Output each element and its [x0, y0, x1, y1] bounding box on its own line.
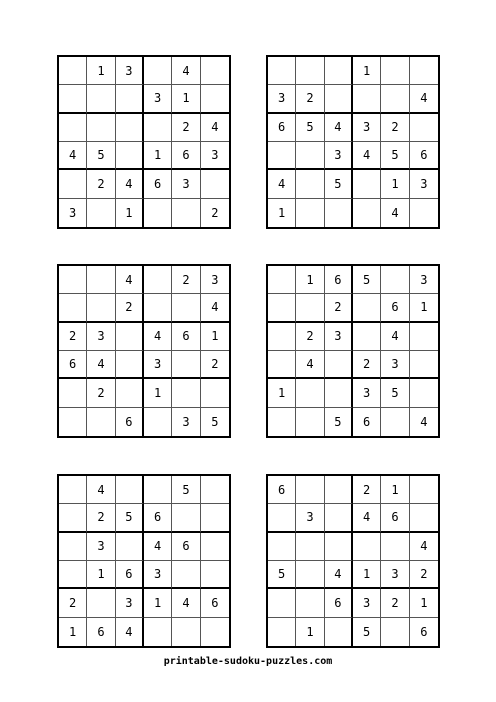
sudoku-cell-r6-c1[interactable]: 1	[59, 618, 87, 646]
sudoku-cell-r1-c2[interactable]: 4	[87, 476, 115, 504]
sudoku-cell-r4-c6[interactable]	[410, 351, 438, 379]
sudoku-cell-r6-c3[interactable]: 1	[116, 199, 144, 227]
sudoku-cell-r5-c2[interactable]	[87, 589, 115, 617]
sudoku-cell-r6-c2[interactable]	[296, 408, 324, 436]
sudoku-cell-r4-c3[interactable]	[116, 142, 144, 170]
sudoku-cell-r2-c6[interactable]	[201, 504, 229, 532]
sudoku-cell-r3-c2[interactable]	[296, 533, 324, 561]
sudoku-cell-r4-c2[interactable]: 5	[87, 142, 115, 170]
sudoku-cell-r1-c2[interactable]: 1	[87, 57, 115, 85]
sudoku-cell-r2-c2[interactable]: 2	[87, 504, 115, 532]
sudoku-cell-r5-c6[interactable]	[201, 170, 229, 198]
sudoku-cell-r1-c6[interactable]	[410, 57, 438, 85]
sudoku-cell-r1-c6[interactable]: 3	[410, 266, 438, 294]
sudoku-cell-r1-c1[interactable]	[268, 266, 296, 294]
sudoku-cell-r6-c5[interactable]	[172, 618, 200, 646]
sudoku-cell-r3-c2[interactable]: 2	[296, 323, 324, 351]
sudoku-cell-r5-c3[interactable]: 5	[325, 170, 353, 198]
sudoku-cell-r1-c2[interactable]: 1	[296, 266, 324, 294]
sudoku-cell-r1-c4[interactable]	[144, 476, 172, 504]
sudoku-cell-r4-c1[interactable]: 4	[59, 142, 87, 170]
sudoku-cell-r4-c5[interactable]: 5	[381, 142, 409, 170]
sudoku-cell-r2-c6[interactable]	[201, 85, 229, 113]
sudoku-cell-r3-c6[interactable]	[410, 114, 438, 142]
sudoku-cell-r1-c5[interactable]	[381, 266, 409, 294]
sudoku-cell-r1-c3[interactable]	[116, 476, 144, 504]
sudoku-cell-r2-c2[interactable]: 3	[296, 504, 324, 532]
sudoku-cell-r1-c5[interactable]: 5	[172, 476, 200, 504]
sudoku-cell-r3-c5[interactable]: 2	[172, 114, 200, 142]
sudoku-cell-r2-c1[interactable]	[268, 504, 296, 532]
sudoku-cell-r2-c5[interactable]: 1	[172, 85, 200, 113]
sudoku-cell-r4-c4[interactable]: 1	[144, 142, 172, 170]
sudoku-cell-r4-c3[interactable]: 3	[325, 142, 353, 170]
sudoku-cell-r2-c3[interactable]	[325, 504, 353, 532]
sudoku-cell-r5-c5[interactable]: 2	[381, 589, 409, 617]
sudoku-cell-r1-c1[interactable]: 6	[268, 476, 296, 504]
sudoku-cell-r3-c4[interactable]: 4	[144, 323, 172, 351]
sudoku-cell-r2-c4[interactable]	[353, 85, 381, 113]
sudoku-cell-r5-c2[interactable]	[296, 170, 324, 198]
sudoku-cell-r3-c2[interactable]	[87, 114, 115, 142]
sudoku-cell-r3-c5[interactable]	[381, 533, 409, 561]
sudoku-cell-r6-c1[interactable]: 1	[268, 199, 296, 227]
sudoku-cell-r5-c6[interactable]: 6	[201, 589, 229, 617]
sudoku-cell-r4-c3[interactable]	[116, 351, 144, 379]
sudoku-cell-r4-c2[interactable]: 4	[296, 351, 324, 379]
sudoku-cell-r4-c3[interactable]	[325, 351, 353, 379]
sudoku-cell-r5-c3[interactable]: 4	[116, 170, 144, 198]
sudoku-grid-2	[266, 55, 440, 229]
sudoku-cell-r5-c2[interactable]: 2	[87, 170, 115, 198]
sudoku-cell-r6-c4[interactable]	[144, 618, 172, 646]
sudoku-cell-r6-c2[interactable]: 1	[296, 618, 324, 646]
sudoku-cell-r3-c5[interactable]: 2	[381, 114, 409, 142]
sudoku-cell-r6-c5[interactable]: 3	[172, 408, 200, 436]
sudoku-cell-r1-c4[interactable]: 2	[353, 476, 381, 504]
sudoku-cell-r1-c5[interactable]	[381, 57, 409, 85]
sudoku-cell-r5-c3[interactable]: 6	[325, 589, 353, 617]
sudoku-cell-r5-c4[interactable]: 6	[144, 170, 172, 198]
sudoku-cell-r6-c1[interactable]	[268, 618, 296, 646]
sudoku-cell-r5-c4[interactable]: 1	[144, 589, 172, 617]
sudoku-cell-r2-c1[interactable]	[59, 85, 87, 113]
sudoku-cell-r3-c2[interactable]: 5	[296, 114, 324, 142]
sudoku-cell-r5-c5[interactable]: 4	[172, 589, 200, 617]
sudoku-cell-r4-c1[interactable]: 6	[59, 351, 87, 379]
sudoku-cell-r4-c5[interactable]	[172, 561, 200, 589]
sudoku-cell-r3-c6[interactable]: 4	[201, 114, 229, 142]
sudoku-cell-r3-c1[interactable]: 6	[268, 114, 296, 142]
sudoku-cell-r6-c3[interactable]	[325, 618, 353, 646]
sudoku-cell-r3-c4[interactable]	[144, 114, 172, 142]
sudoku-cell-r4-c3[interactable]: 6	[116, 561, 144, 589]
sudoku-cell-r5-c6[interactable]	[201, 379, 229, 407]
sudoku-cell-r6-c4[interactable]: 6	[353, 408, 381, 436]
sudoku-cell-r1-c4[interactable]	[144, 57, 172, 85]
sudoku-cell-r1-c1[interactable]	[59, 57, 87, 85]
sudoku-cell-r6-c1[interactable]	[59, 408, 87, 436]
sudoku-cell-r2-c5[interactable]	[381, 85, 409, 113]
sudoku-cell-r1-c1[interactable]	[59, 476, 87, 504]
sudoku-cell-r2-c3[interactable]	[325, 85, 353, 113]
sudoku-cell-r4-c2[interactable]	[296, 142, 324, 170]
sudoku-cell-r2-c1[interactable]: 3	[268, 85, 296, 113]
sudoku-cell-r4-c1[interactable]	[268, 142, 296, 170]
sudoku-cell-r6-c6[interactable]: 4	[420, 414, 428, 429]
sudoku-cell-r6-c6[interactable]: 5	[211, 414, 219, 429]
sudoku-cell-r3-c3[interactable]: 4	[325, 114, 353, 142]
sudoku-cell-r4-c4[interactable]: 3	[144, 351, 172, 379]
sudoku-cell-r3-c1[interactable]	[59, 533, 87, 561]
sudoku-cell-r1-c3[interactable]: 6	[325, 266, 353, 294]
sudoku-cell-r2-c3[interactable]	[116, 85, 144, 113]
sudoku-cell-r5-c1[interactable]: 1	[268, 379, 296, 407]
sudoku-cell-r3-c5[interactable]: 6	[172, 323, 200, 351]
sudoku-cell-r6-c3[interactable]: 4	[116, 618, 144, 646]
sudoku-cell-r5-c6[interactable]: 3	[410, 170, 438, 198]
sudoku-cell-r2-c2[interactable]: 2	[296, 85, 324, 113]
sudoku-cell-r6-c4[interactable]: 5	[353, 618, 381, 646]
sudoku-cell-r4-c6[interactable]: 6	[410, 142, 438, 170]
sudoku-cell-r6-c4[interactable]	[144, 199, 172, 227]
sudoku-cell-r4-c2[interactable]	[296, 561, 324, 589]
sudoku-grid-3	[57, 264, 231, 438]
sudoku-cell-r2-c2[interactable]	[87, 294, 115, 322]
sudoku-cell-r6-c3[interactable]: 5	[325, 408, 353, 436]
sudoku-cell-r2-c1[interactable]	[268, 294, 296, 322]
sudoku-cell-r2-c6[interactable]: 4	[410, 85, 438, 113]
site-footer-text: printable-sudoku-puzzles.com	[163, 656, 333, 667]
sudoku-cell-r1-c3[interactable]	[325, 476, 353, 504]
sudoku-cell-r6-c6[interactable]: 6	[420, 624, 428, 639]
sudoku-cell-r1-c5[interactable]: 1	[381, 476, 409, 504]
sudoku-cell-r5-c4[interactable]: 1	[144, 379, 172, 407]
sudoku-cell-r2-c4[interactable]: 3	[144, 85, 172, 113]
sudoku-cell-r2-c2[interactable]	[296, 294, 324, 322]
sudoku-cell-r1-c3[interactable]: 4	[116, 266, 144, 294]
sudoku-cell-r2-c5[interactable]: 6	[381, 294, 409, 322]
sudoku-cell-r3-c1[interactable]	[268, 533, 296, 561]
sudoku-cell-r2-c3[interactable]: 2	[116, 294, 144, 322]
sudoku-cell-r4-c6[interactable]: 2	[201, 351, 229, 379]
sudoku-grid-6	[266, 474, 440, 648]
sudoku-cell-r3-c2[interactable]: 3	[87, 533, 115, 561]
sudoku-grid-5	[57, 474, 231, 648]
sudoku-grid-1	[57, 55, 231, 229]
sudoku-cell-r1-c4[interactable]: 5	[353, 266, 381, 294]
sudoku-cell-r2-c6[interactable]: 4	[201, 294, 229, 322]
sudoku-cell-r6-c3[interactable]	[325, 199, 353, 227]
sudoku-cell-r5-c6[interactable]: 1	[410, 589, 438, 617]
sudoku-cell-r6-c5[interactable]	[381, 618, 409, 646]
sudoku-cell-r4-c2[interactable]: 1	[87, 561, 115, 589]
sudoku-cell-r1-c5[interactable]: 4	[172, 57, 200, 85]
sudoku-cell-r4-c6[interactable]: 2	[410, 561, 438, 589]
sudoku-cell-r6-c4[interactable]	[144, 408, 172, 436]
sudoku-cell-r3-c3[interactable]	[116, 533, 144, 561]
sudoku-cell-r6-c6[interactable]: 2	[211, 205, 219, 220]
sudoku-cell-r5-c3[interactable]	[116, 379, 144, 407]
sudoku-cell-r1-c1[interactable]	[268, 57, 296, 85]
sudoku-cell-r6-c1[interactable]	[268, 408, 296, 436]
sudoku-cell-r6-c5[interactable]	[381, 408, 409, 436]
sudoku-cell-r4-c5[interactable]: 3	[381, 561, 409, 589]
sudoku-cell-r1-c6[interactable]	[201, 476, 229, 504]
sudoku-cell-r3-c4[interactable]	[353, 323, 381, 351]
sudoku-cell-r1-c3[interactable]	[325, 57, 353, 85]
sudoku-cell-r4-c4[interactable]: 4	[353, 142, 381, 170]
sudoku-cell-r4-c6[interactable]	[201, 561, 229, 589]
sudoku-cell-r1-c6[interactable]: 3	[201, 266, 229, 294]
sudoku-cell-r2-c6[interactable]	[410, 504, 438, 532]
sudoku-cell-r4-c5[interactable]: 6	[172, 142, 200, 170]
sudoku-cell-r3-c6[interactable]: 1	[201, 323, 229, 351]
sudoku-cell-r3-c6[interactable]	[410, 323, 438, 351]
sudoku-cell-r6-c2[interactable]	[296, 199, 324, 227]
sudoku-cell-r5-c4[interactable]: 3	[353, 379, 381, 407]
sudoku-cell-r5-c2[interactable]	[296, 379, 324, 407]
sudoku-cell-r1-c6[interactable]	[201, 57, 229, 85]
sudoku-cell-r4-c5[interactable]: 3	[381, 351, 409, 379]
sudoku-cell-r4-c3[interactable]: 4	[325, 561, 353, 589]
sudoku-cell-r6-c2[interactable]: 6	[87, 618, 115, 646]
sudoku-cell-r3-c4[interactable]: 3	[353, 114, 381, 142]
sudoku-grid-4	[266, 264, 440, 438]
sudoku-cell-r6-c6[interactable]	[201, 618, 229, 646]
sudoku-cell-r5-c5[interactable]: 1	[381, 170, 409, 198]
sudoku-cell-r1-c6[interactable]	[410, 476, 438, 504]
sudoku-cell-r1-c1[interactable]	[59, 266, 87, 294]
sudoku-cell-r2-c5[interactable]	[172, 504, 200, 532]
sudoku-cell-r4-c2[interactable]: 4	[87, 351, 115, 379]
sudoku-cell-r6-c4[interactable]	[353, 199, 381, 227]
sudoku-cell-r2-c3[interactable]: 5	[116, 504, 144, 532]
sudoku-cell-r5-c1[interactable]: 2	[59, 589, 87, 617]
sudoku-cell-r2-c6[interactable]: 1	[410, 294, 438, 322]
sudoku-cell-r2-c4[interactable]	[144, 294, 172, 322]
sudoku-cell-r3-c3[interactable]	[325, 533, 353, 561]
sudoku-cell-r2-c4[interactable]	[353, 294, 381, 322]
sudoku-cell-r5-c2[interactable]	[296, 589, 324, 617]
sudoku-cell-r5-c1[interactable]	[59, 170, 87, 198]
sudoku-cell-r2-c3[interactable]: 2	[325, 294, 353, 322]
sudoku-cell-r5-c6[interactable]	[410, 379, 438, 407]
sudoku-cell-r5-c4[interactable]: 3	[353, 589, 381, 617]
sudoku-cell-r3-c4[interactable]: 4	[144, 533, 172, 561]
sudoku-cell-r3-c3[interactable]: 3	[325, 323, 353, 351]
sudoku-cell-r6-c6[interactable]	[410, 199, 438, 227]
sudoku-cell-r4-c1[interactable]	[268, 351, 296, 379]
sudoku-cell-r5-c3[interactable]	[325, 379, 353, 407]
sudoku-cell-r4-c1[interactable]	[59, 561, 87, 589]
sudoku-cell-r6-c3[interactable]: 6	[116, 408, 144, 436]
sudoku-cell-r5-c5[interactable]: 3	[172, 170, 200, 198]
sudoku-cell-r6-c5[interactable]	[172, 199, 200, 227]
sudoku-cell-r1-c2[interactable]	[296, 57, 324, 85]
sudoku-cell-r5-c5[interactable]: 5	[381, 379, 409, 407]
sudoku-cell-r1-c2[interactable]	[87, 266, 115, 294]
sudoku-cell-r3-c3[interactable]	[116, 323, 144, 351]
sudoku-cell-r3-c6[interactable]	[201, 533, 229, 561]
sudoku-cell-r3-c5[interactable]: 4	[381, 323, 409, 351]
sudoku-cell-r5-c1[interactable]: 4	[268, 170, 296, 198]
sudoku-cell-r3-c6[interactable]: 4	[410, 533, 438, 561]
sudoku-cell-r3-c2[interactable]: 3	[87, 323, 115, 351]
sudoku-cell-r4-c6[interactable]: 3	[201, 142, 229, 170]
sudoku-cell-r6-c2[interactable]	[87, 408, 115, 436]
sudoku-cell-r2-c2[interactable]	[87, 85, 115, 113]
sudoku-cell-r1-c4[interactable]: 1	[353, 57, 381, 85]
sudoku-cell-r5-c4[interactable]	[353, 170, 381, 198]
sudoku-cell-r2-c4[interactable]: 6	[144, 504, 172, 532]
sudoku-cell-r1-c2[interactable]	[296, 476, 324, 504]
sudoku-cell-r3-c4[interactable]	[353, 533, 381, 561]
sudoku-cell-r1-c5[interactable]: 2	[172, 266, 200, 294]
sudoku-cell-r1-c3[interactable]: 3	[116, 57, 144, 85]
sudoku-cell-r2-c5[interactable]: 6	[381, 504, 409, 532]
sudoku-cell-r3-c5[interactable]: 6	[172, 533, 200, 561]
sudoku-cell-r3-c1[interactable]: 2	[59, 323, 87, 351]
sudoku-cell-r3-c3[interactable]	[116, 114, 144, 142]
sudoku-cell-r4-c4[interactable]: 3	[144, 561, 172, 589]
sudoku-cell-r5-c2[interactable]: 2	[87, 379, 115, 407]
sudoku-cell-r5-c1[interactable]	[59, 379, 87, 407]
sudoku-cell-r5-c1[interactable]	[268, 589, 296, 617]
sudoku-cell-r5-c3[interactable]: 3	[116, 589, 144, 617]
sudoku-cell-r2-c1[interactable]	[59, 504, 87, 532]
sudoku-cell-r6-c5[interactable]: 4	[381, 199, 409, 227]
sudoku-cell-r2-c1[interactable]	[59, 294, 87, 322]
sudoku-cell-r4-c4[interactable]: 1	[353, 561, 381, 589]
sudoku-cell-r4-c4[interactable]: 2	[353, 351, 381, 379]
sudoku-cell-r4-c5[interactable]	[172, 351, 200, 379]
sudoku-cell-r2-c5[interactable]	[172, 294, 200, 322]
sudoku-cell-r6-c1[interactable]: 3	[59, 199, 87, 227]
sudoku-cell-r6-c2[interactable]	[87, 199, 115, 227]
sudoku-cell-r3-c1[interactable]	[268, 323, 296, 351]
sudoku-cell-r4-c1[interactable]: 5	[268, 561, 296, 589]
sudoku-cell-r5-c5[interactable]	[172, 379, 200, 407]
sudoku-cell-r3-c1[interactable]	[59, 114, 87, 142]
sudoku-cell-r1-c4[interactable]	[144, 266, 172, 294]
sudoku-cell-r2-c4[interactable]: 4	[353, 504, 381, 532]
